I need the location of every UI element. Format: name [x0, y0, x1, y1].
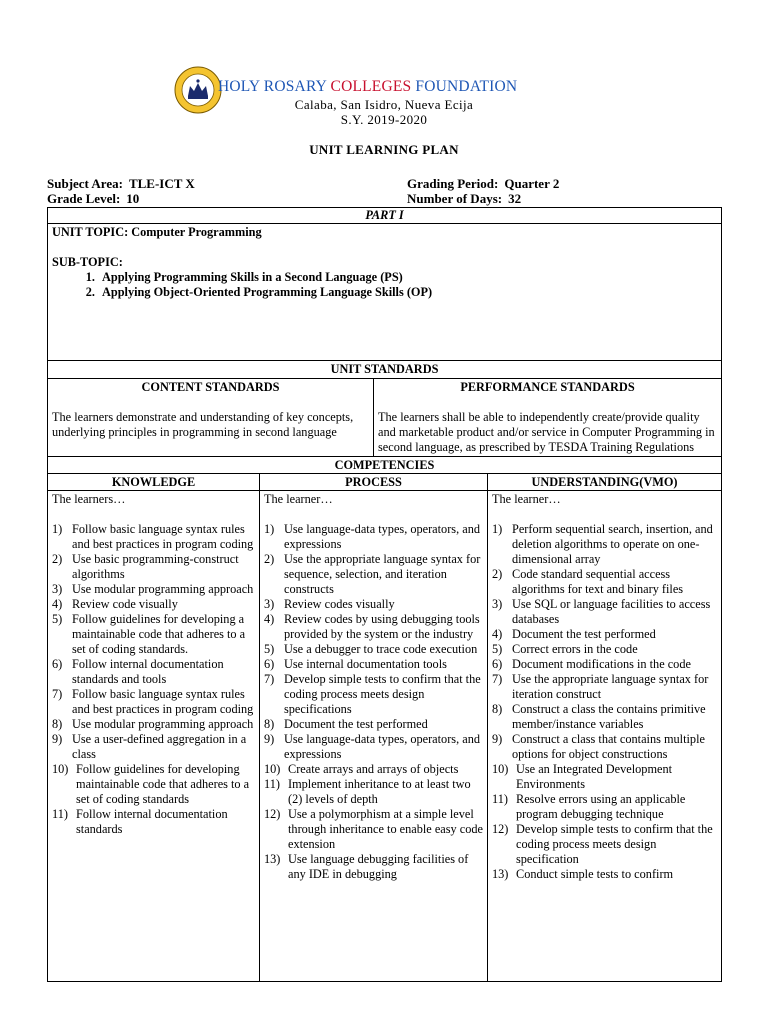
understanding-list	[492, 522, 717, 882]
competencies-heading: COMPETENCIES	[48, 457, 722, 474]
competency-number: 9)	[492, 732, 503, 746]
competency-number: 2)	[264, 552, 275, 566]
competency-text: Create arrays and arrays of objects	[288, 762, 459, 776]
competency-text: Perform sequential search, insertion, and deletion algorithms to operate on one-dimensional array	[512, 522, 713, 566]
competency-text: Code standard sequential access algorithms for text and binary files	[512, 567, 684, 596]
competency-number: 11)	[264, 777, 280, 791]
competency-text: Use a polymorphism at a simple level through inheritance to enable easy code extension	[288, 807, 483, 851]
competency-text: Follow guidelines for developing a maintainable code that adheres to a set of coding standards.	[72, 612, 246, 656]
unit-topic: UNIT TOPIC: Computer Programming	[52, 225, 262, 239]
competency-number: 10)	[264, 762, 281, 776]
knowledge-list	[52, 522, 255, 837]
understanding-header: UNDERSTANDING(VMO)	[488, 474, 722, 491]
grade-level: Grade Level: 10	[47, 191, 140, 206]
competency-item	[492, 867, 717, 882]
competency-text: Implement inheritance to at least two (2) levels of depth	[288, 777, 471, 806]
competency-text: Use language-data types, operators, and expressions	[284, 522, 480, 551]
competency-number: 1)	[492, 522, 503, 536]
sub-topic-label: SUB-TOPIC:	[52, 255, 123, 269]
document-title: UNIT LEARNING PLAN	[309, 142, 459, 157]
performance-standards-text: The learners shall be able to independently create/provide quality and marketable product and/or service in Computer Programming in second language, as prescribed by TESDA Training Regulations	[378, 410, 715, 454]
knowledge-intro: The learners…	[52, 492, 126, 506]
competency-number: 7)	[492, 672, 503, 686]
competency-item	[264, 762, 483, 777]
competency-number: 1)	[52, 522, 63, 536]
competency-text: Follow internal documentation standards and tools	[72, 657, 224, 686]
competency-item	[52, 732, 255, 762]
competency-item	[264, 597, 483, 612]
knowledge-column	[48, 491, 260, 982]
competency-number: 8)	[52, 717, 63, 731]
content-standards-text: The learners demonstrate and understanding of key concepts, underlying principles in programming in second language	[52, 410, 354, 439]
unit-standards-heading: UNIT STANDARDS	[48, 361, 722, 379]
competency-item	[492, 672, 717, 702]
competency-item	[492, 597, 717, 627]
part-heading: PART I	[48, 208, 722, 224]
competency-text: Use modular programming approach	[72, 717, 254, 731]
competency-text: Follow guidelines for developing maintainable code that adheres to a set of coding standards	[76, 762, 250, 806]
competency-number: 2)	[52, 552, 63, 566]
school-year: S.Y. 2019-2020	[340, 112, 428, 127]
process-intro: The learner…	[264, 492, 333, 506]
competency-number: 8)	[492, 702, 503, 716]
competency-text: Use the appropriate language syntax for iteration construct	[512, 672, 709, 701]
competency-text: Use SQL or language facilities to access databases	[512, 597, 711, 626]
competency-number: 9)	[52, 732, 63, 746]
competency-text: Construct a class the contains primitive member/instance variables	[512, 702, 706, 731]
competency-text: Correct errors in the code	[512, 642, 638, 656]
competency-item	[492, 702, 717, 732]
competency-number: 4)	[264, 612, 275, 626]
competency-text: Use language-data types, operators, and expressions	[284, 732, 480, 761]
competency-number: 11)	[52, 807, 68, 821]
content-standards-header: CONTENT STANDARDS	[141, 380, 280, 394]
understanding-intro: The learner…	[492, 492, 561, 506]
performance-standards-header: PERFORMANCE STANDARDS	[460, 380, 635, 394]
competency-number: 5)	[264, 642, 275, 656]
competency-number: 7)	[52, 687, 63, 701]
school-name: HOLY ROSARY COLLEGES FOUNDATION	[218, 78, 518, 95]
competency-item	[52, 522, 255, 552]
understanding-column	[488, 491, 722, 982]
competency-item	[52, 762, 255, 807]
competency-text: Develop simple tests to confirm that the coding process meets design specifications	[284, 672, 481, 716]
competency-text: Review code visually	[72, 597, 178, 611]
subject-area: Subject Area: TLE-ICT X	[47, 176, 195, 191]
competency-number: 13)	[264, 852, 281, 866]
competency-number: 1)	[264, 522, 275, 536]
competency-item	[264, 522, 483, 552]
competency-number: 4)	[492, 627, 503, 641]
competency-text: Use language debugging facilities of any IDE in debugging	[288, 852, 469, 881]
competency-item	[264, 717, 483, 732]
competency-item	[492, 762, 717, 792]
competency-text: Conduct simple tests to confirm	[516, 867, 674, 881]
competency-number: 5)	[52, 612, 63, 626]
competency-item	[264, 732, 483, 762]
competency-item	[264, 552, 483, 597]
competency-item	[264, 612, 483, 642]
competency-item	[52, 597, 255, 612]
competency-item	[52, 807, 255, 837]
competency-number: 12)	[492, 822, 509, 836]
competency-text: Use an Integrated Development Environments	[516, 762, 673, 791]
competency-text: Use basic programming-construct algorithms	[72, 552, 239, 581]
competency-text: Resolve errors using an applicable program debugging technique	[516, 792, 686, 821]
topic-section	[48, 224, 722, 361]
competency-text: Document modifications in the code	[512, 657, 691, 671]
competency-number: 6)	[52, 657, 63, 671]
competency-text: Use modular programming approach	[72, 582, 254, 596]
competency-item	[492, 732, 717, 762]
competency-text: Use a debugger to trace code execution	[284, 642, 478, 656]
competency-item	[492, 657, 717, 672]
competency-number: 6)	[264, 657, 275, 671]
competency-text: Use internal documentation tools	[284, 657, 447, 671]
competency-text: Document the test performed	[284, 717, 428, 731]
sub-topic-list	[52, 270, 717, 300]
unit-plan-table	[47, 207, 722, 982]
competency-item	[264, 777, 483, 807]
competency-item	[52, 687, 255, 717]
competency-number: 2)	[492, 567, 503, 581]
competency-number: 11)	[492, 792, 508, 806]
competency-number: 6)	[492, 657, 503, 671]
competency-number: 13)	[492, 867, 509, 881]
competency-text: Develop simple tests to confirm that the coding process meets design specification	[516, 822, 713, 866]
competency-text: Document the test performed	[512, 627, 656, 641]
competency-item	[492, 792, 717, 822]
sub-topic-item: 2. Applying Object-Oriented Programming Language Skills (OP)	[98, 285, 717, 300]
number-of-days: Number of Days: 32	[407, 191, 522, 206]
competency-number: 9)	[264, 732, 275, 746]
process-header: PROCESS	[260, 474, 488, 491]
competency-item	[492, 642, 717, 657]
competency-item	[264, 807, 483, 852]
competency-item	[264, 852, 483, 882]
competency-number: 12)	[264, 807, 281, 821]
competency-item	[492, 522, 717, 567]
school-address: Calaba, San Isidro, Nueva Ecija	[294, 97, 474, 112]
competency-item	[52, 552, 255, 582]
competency-number: 7)	[264, 672, 275, 686]
competency-number: 10)	[52, 762, 69, 776]
competency-text: Review codes by using debugging tools provided by the system or the industry	[284, 612, 480, 641]
competency-number: 10)	[492, 762, 509, 776]
competency-number: 3)	[52, 582, 63, 596]
competency-item	[264, 657, 483, 672]
competency-text: Use the appropriate language syntax for sequence, selection, and iteration constructs	[284, 552, 481, 596]
competency-text: Follow basic language syntax rules and best practices in program coding	[72, 522, 254, 551]
competency-text: Follow internal documentation standards	[76, 807, 228, 836]
process-list	[264, 522, 483, 882]
competency-item	[264, 642, 483, 657]
competency-item	[264, 672, 483, 717]
sub-topic-item: 1. Applying Programming Skills in a Second Language (PS)	[98, 270, 717, 285]
competency-text: Use a user-defined aggregation in a class	[72, 732, 247, 761]
competency-item	[52, 582, 255, 597]
competency-text: Construct a class that contains multiple options for object constructions	[512, 732, 705, 761]
process-column	[260, 491, 488, 982]
performance-standards	[374, 379, 722, 457]
grading-period: Grading Period: Quarter 2	[407, 176, 560, 191]
competency-item	[492, 567, 717, 597]
content-standards	[48, 379, 374, 457]
competency-number: 5)	[492, 642, 503, 656]
knowledge-header: KNOWLEDGE	[48, 474, 260, 491]
competency-text: Follow basic language syntax rules and best practices in program coding	[72, 687, 254, 716]
competency-number: 8)	[264, 717, 275, 731]
competency-item	[52, 717, 255, 732]
competency-item	[492, 627, 717, 642]
competency-item	[52, 612, 255, 657]
competency-number: 4)	[52, 597, 63, 611]
competency-text: Review codes visually	[284, 597, 395, 611]
competency-item	[492, 822, 717, 867]
competency-item	[52, 657, 255, 687]
competency-number: 3)	[264, 597, 275, 611]
competency-number: 3)	[492, 597, 503, 611]
